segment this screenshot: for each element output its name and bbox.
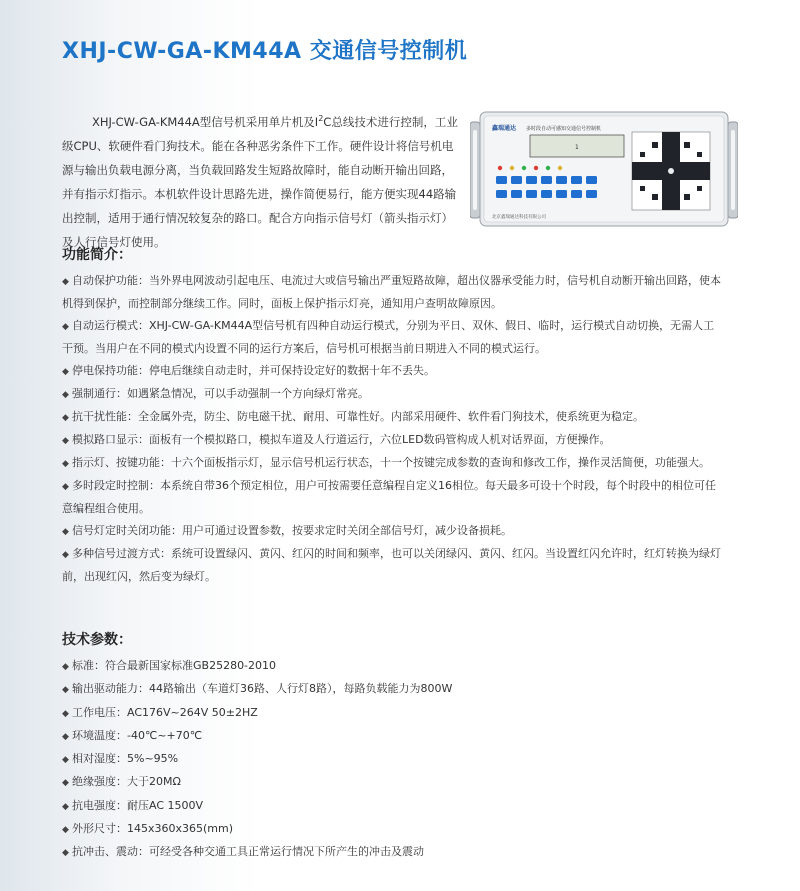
- bullet-icon: ◆: [62, 755, 69, 766]
- tech-item-text: 输出驱动能力：44路输出（车道灯36路、人行灯8路），每路负载能力为800W: [72, 682, 453, 696]
- tech-list: [62, 655, 722, 865]
- tech-item: [62, 725, 722, 748]
- feature-item: [62, 360, 722, 383]
- feature-item: [62, 475, 722, 520]
- feature-item-text: 多时段定时控制：本系统自带36个预定相位，用户可按需要任意编程自定义16相位。每天最多可设十个时段，每个时段中的相位可任意编程组合使用。: [62, 479, 716, 515]
- tech-item-text: 相对湿度：5%~95%: [72, 752, 179, 766]
- feature-item-text: 自动保护功能：当外界电网波动引起电压、电流过大或信号输出严重短路故障，超出仪器承受能力时，信号机自动断开输出回路，使本机得到保护，而控制部分继续工作。同时，面板上保护指示灯亮，通知用户查明故障原因。: [62, 274, 721, 310]
- bullet-icon: ◆: [62, 322, 69, 332]
- bullet-icon: ◆: [62, 482, 69, 492]
- feature-item-text: 停电保持功能：停电后继续自动走时，并可保持设定好的数据十年不丢失。: [72, 364, 435, 377]
- bullet-icon: ◆: [62, 413, 69, 423]
- tech-item-text: 抗电强度：耐压AC 1500V: [72, 798, 204, 812]
- tech-item: [62, 841, 722, 864]
- intersection-map-panel: [632, 132, 710, 210]
- tech-item-text: 抗冲击、震动：可经受各种交通工具正常运行情况下所产生的冲击及震动: [72, 845, 424, 859]
- feature-item-text: 自动运行模式：XHJ-CW-GA-KM44A型信号机有四种自动运行模式，分别为平日、双休、假日、临时，运行模式自动切换，无需人工干预。当用户在不同的模式内设置不同的运行方案后，信号机可根据当前日期进入不同的模式运行。: [62, 319, 715, 355]
- features-list: [62, 270, 722, 588]
- feature-item-text: 指示灯、按键功能：十六个面板指示灯，显示信号机运行状态，十一个按键完成参数的查询和修改工作，操作灵活简便，功能强大。: [72, 456, 710, 469]
- tech-item: [62, 702, 722, 725]
- tech-item-text: 标准：符合最新国家标准GB25280-2010: [72, 659, 277, 672]
- tech-item: [62, 678, 722, 701]
- feature-item: [62, 452, 722, 475]
- feature-item: [62, 406, 722, 429]
- bullet-icon: ◆: [62, 662, 69, 672]
- tech-item: [62, 771, 722, 794]
- intro-paragraph: [62, 110, 458, 254]
- feature-item-text: 模拟路口显示：面板有一个模拟路口，模拟车道及人行道运行，六位LED数码管构成人机对话界面，方便操作。: [72, 433, 611, 446]
- intro-text-before: XHJ-CW-GA-KM44A型信号机采用单片机及I: [92, 115, 319, 129]
- bullet-icon: ◆: [62, 708, 69, 719]
- tech-item-text: 外形尺寸：145x360x365(mm): [72, 822, 234, 836]
- feature-item-text: 多种信号过渡方式：系统可设置绿闪、黄闪、红闪的时间和频率，也可以关闭绿闪、黄闪、红闪。当设置红闪允许时，红灯转换为绿灯前，出现红闪，然后变为绿灯。: [62, 547, 721, 583]
- feature-item: [62, 383, 722, 406]
- bullet-icon: ◆: [62, 848, 69, 859]
- page-title: XHJ-CW-GA-KM44A 交通信号控制机: [62, 39, 468, 64]
- tech-item-text: 绝缘强度：大于20MΩ: [72, 775, 181, 789]
- tech-item: [62, 795, 722, 818]
- tech-item: [62, 818, 722, 841]
- bullet-icon: ◆: [62, 731, 69, 742]
- tech-item: [62, 655, 722, 678]
- feature-item: [62, 270, 722, 315]
- bullet-icon: ◆: [62, 685, 69, 696]
- feature-item-text: 强制通行：如遇紧急情况，可以手动强制一个方向绿灯常亮。: [72, 387, 369, 400]
- device-display-text: 1: [575, 144, 579, 151]
- bullet-icon: ◆: [62, 801, 69, 812]
- intro-superscript: 2: [318, 114, 324, 124]
- feature-item: [62, 315, 722, 360]
- bullet-icon: ◆: [62, 778, 69, 789]
- bullet-icon: ◆: [62, 436, 69, 446]
- feature-item-text: 抗干扰性能：全金属外壳，防尘、防电磁干扰、耐用、可靠性好。内部采用硬件、软件看门狗技术，使系统更为稳定。: [72, 410, 644, 423]
- feature-item: [62, 543, 722, 588]
- bullet-icon: ◆: [62, 459, 69, 469]
- device-footer-text: 北京鑫瑞通达科技有限公司: [492, 215, 546, 220]
- bullet-icon: ◆: [62, 527, 69, 537]
- tech-title: 技术参数：: [62, 632, 132, 648]
- tech-item-text: 环境温度：-40℃~+70℃: [72, 728, 203, 742]
- tech-item: [62, 748, 722, 771]
- features-title: 功能简介：: [62, 247, 132, 263]
- feature-item: [62, 520, 722, 543]
- feature-item: [62, 429, 722, 452]
- bullet-icon: ◆: [62, 550, 69, 560]
- feature-item-text: 信号灯定时关闭功能：用户可通过设置参数，按要求定时关闭全部信号灯，减少设备损耗。: [72, 524, 512, 537]
- device-model-text: 多时段自动可感知交通信号控制机: [526, 126, 602, 132]
- device-brand: 鑫瑞通达: [492, 125, 517, 132]
- bullet-icon: ◆: [62, 367, 69, 377]
- intro-text-after: C总线技术进行控制，工业级CPU、软硬件看门狗技术。能在各种恶劣条件下工作。硬件设计将信号机电源与输出负载电源分离，当负载回路发生短路故障时，能自动断开输出回路，并有指示灯指示。本机软件设计思路先进，操作简便易行，能方便实现44路输出控制，适用于通行情况较复杂的路口。配合方向指示信号灯（箭头指示灯）及人行信号灯使用。: [62, 115, 458, 249]
- bullet-icon: ◆: [62, 277, 69, 287]
- bullet-icon: ◆: [62, 825, 69, 836]
- controller-device-image: [470, 108, 738, 230]
- bullet-icon: ◆: [62, 390, 69, 400]
- tech-item-text: 工作电压：AC176V~264V 50±2HZ: [72, 705, 258, 719]
